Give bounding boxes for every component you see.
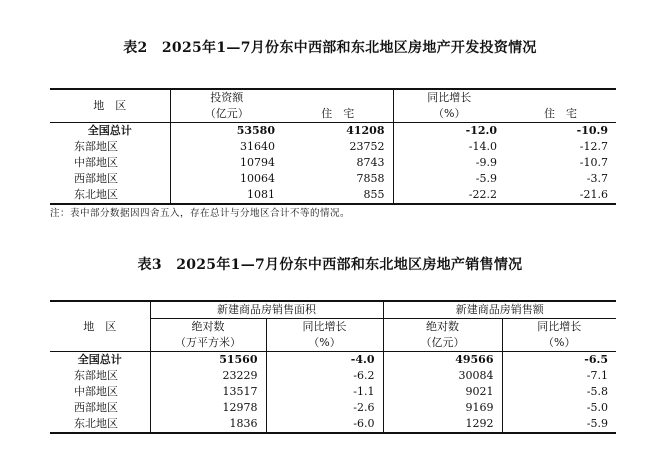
sales-yoy-unit: （%） — [502, 335, 616, 352]
region-name: 东北地区 — [74, 417, 118, 430]
region-name: 中部地区 — [74, 156, 118, 169]
area-value: 1836 — [150, 416, 266, 433]
table-row — [50, 352, 616, 369]
yoy-residential-header: 住 宅 — [505, 106, 616, 123]
table-row — [50, 416, 616, 433]
area-yoy-unit: （%） — [266, 335, 383, 352]
investment-table — [50, 88, 616, 205]
area-value: 23229 — [150, 368, 266, 384]
sales-abs-header: 绝对数 — [383, 319, 502, 336]
area-yoy-value: -4.0 — [266, 352, 383, 369]
table-row — [50, 171, 616, 187]
yoy-residential-value: -3.7 — [586, 172, 608, 185]
yoy-value: -14.0 — [393, 139, 505, 155]
sales-yoy-header: 同比增长 — [502, 319, 616, 336]
investment-header: 投资额 — [170, 89, 283, 106]
yoy-residential-value: -12.7 — [579, 140, 608, 153]
residential-value: 8743 — [356, 156, 385, 169]
table2-note: 注：表中部分数据因四舍五入，存在总计与分地区合计不等的情况。 — [50, 208, 351, 219]
area-yoy-value: -6.2 — [266, 368, 383, 384]
sales-yoy-value: -5.9 — [502, 416, 616, 433]
yoy-value: -9.9 — [393, 155, 505, 171]
yoy-residential-value: -10.9 — [576, 124, 608, 137]
yoy-unit: （%） — [393, 106, 505, 123]
table3-header-row-1 — [50, 301, 616, 319]
area-abs-header: 绝对数 — [150, 319, 266, 336]
yoy-value: -5.9 — [393, 171, 505, 187]
investment-value: 53580 — [170, 123, 283, 140]
investment-unit: （亿元） — [170, 106, 283, 123]
sales-yoy-value: -5.0 — [502, 400, 616, 416]
area-yoy-value: -1.1 — [266, 384, 383, 400]
sales-value: 30084 — [383, 368, 502, 384]
table3-title: 表3 2025年1—7月份东中西部和东北地区房地产销售情况 — [137, 257, 523, 273]
sales-yoy-value: -6.5 — [502, 352, 616, 369]
region-name: 西部地区 — [74, 401, 118, 414]
table-row — [50, 400, 616, 416]
table-row — [50, 187, 616, 204]
table2-header-row-1 — [50, 89, 616, 106]
residential-value: 7858 — [356, 172, 385, 185]
sales-value: 1292 — [383, 416, 502, 433]
yoy-residential-value: -10.7 — [579, 156, 608, 169]
investment-value: 10064 — [170, 171, 283, 187]
region-name: 东部地区 — [74, 369, 118, 382]
table-row — [50, 155, 616, 171]
yoy-residential-value: -21.6 — [579, 188, 608, 201]
residential-header: 住 宅 — [283, 106, 393, 123]
area-yoy-header: 同比增长 — [266, 319, 383, 336]
region-name: 东北地区 — [74, 188, 118, 201]
region-name: 全国总计 — [77, 353, 122, 366]
yoy-value: -12.0 — [393, 123, 505, 140]
area-value: 12978 — [150, 400, 266, 416]
area-unit: （万平方米） — [150, 335, 266, 352]
table-row — [50, 139, 616, 155]
region-name: 中部地区 — [74, 385, 118, 398]
region-name: 东部地区 — [74, 140, 118, 153]
yoy-header: 同比增长 — [393, 89, 505, 106]
table-row — [50, 368, 616, 384]
area-yoy-value: -6.0 — [266, 416, 383, 433]
yoy-value: -22.2 — [393, 187, 505, 204]
region-name: 西部地区 — [74, 172, 118, 185]
sales-table — [50, 300, 616, 434]
area-yoy-value: -2.6 — [266, 400, 383, 416]
table2-title: 表2 2025年1—7月份东中西部和东北地区房地产开发投资情况 — [123, 40, 537, 56]
investment-value: 10794 — [170, 155, 283, 171]
region-name: 全国总计 — [87, 124, 132, 137]
region-header: 地 区 — [50, 89, 170, 123]
sales-yoy-value: -5.8 — [502, 384, 616, 400]
sales-yoy-value: -7.1 — [502, 368, 616, 384]
residential-value: 23752 — [349, 140, 385, 153]
region-header: 地 区 — [50, 301, 150, 352]
investment-value: 31640 — [170, 139, 283, 155]
sales-amount-group-header: 新建商品房销售额 — [383, 301, 616, 319]
investment-value: 1081 — [170, 187, 283, 204]
sales-value: 9169 — [383, 400, 502, 416]
sales-unit: （亿元） — [383, 335, 502, 352]
sales-value: 49566 — [383, 352, 502, 369]
residential-value: 41208 — [346, 124, 385, 137]
area-value: 13517 — [150, 384, 266, 400]
table-row — [50, 123, 616, 140]
sales-value: 9021 — [383, 384, 502, 400]
table-row — [50, 384, 616, 400]
residential-value: 855 — [363, 188, 385, 201]
sales-area-group-header: 新建商品房销售面积 — [150, 301, 383, 319]
area-value: 51560 — [150, 352, 266, 369]
